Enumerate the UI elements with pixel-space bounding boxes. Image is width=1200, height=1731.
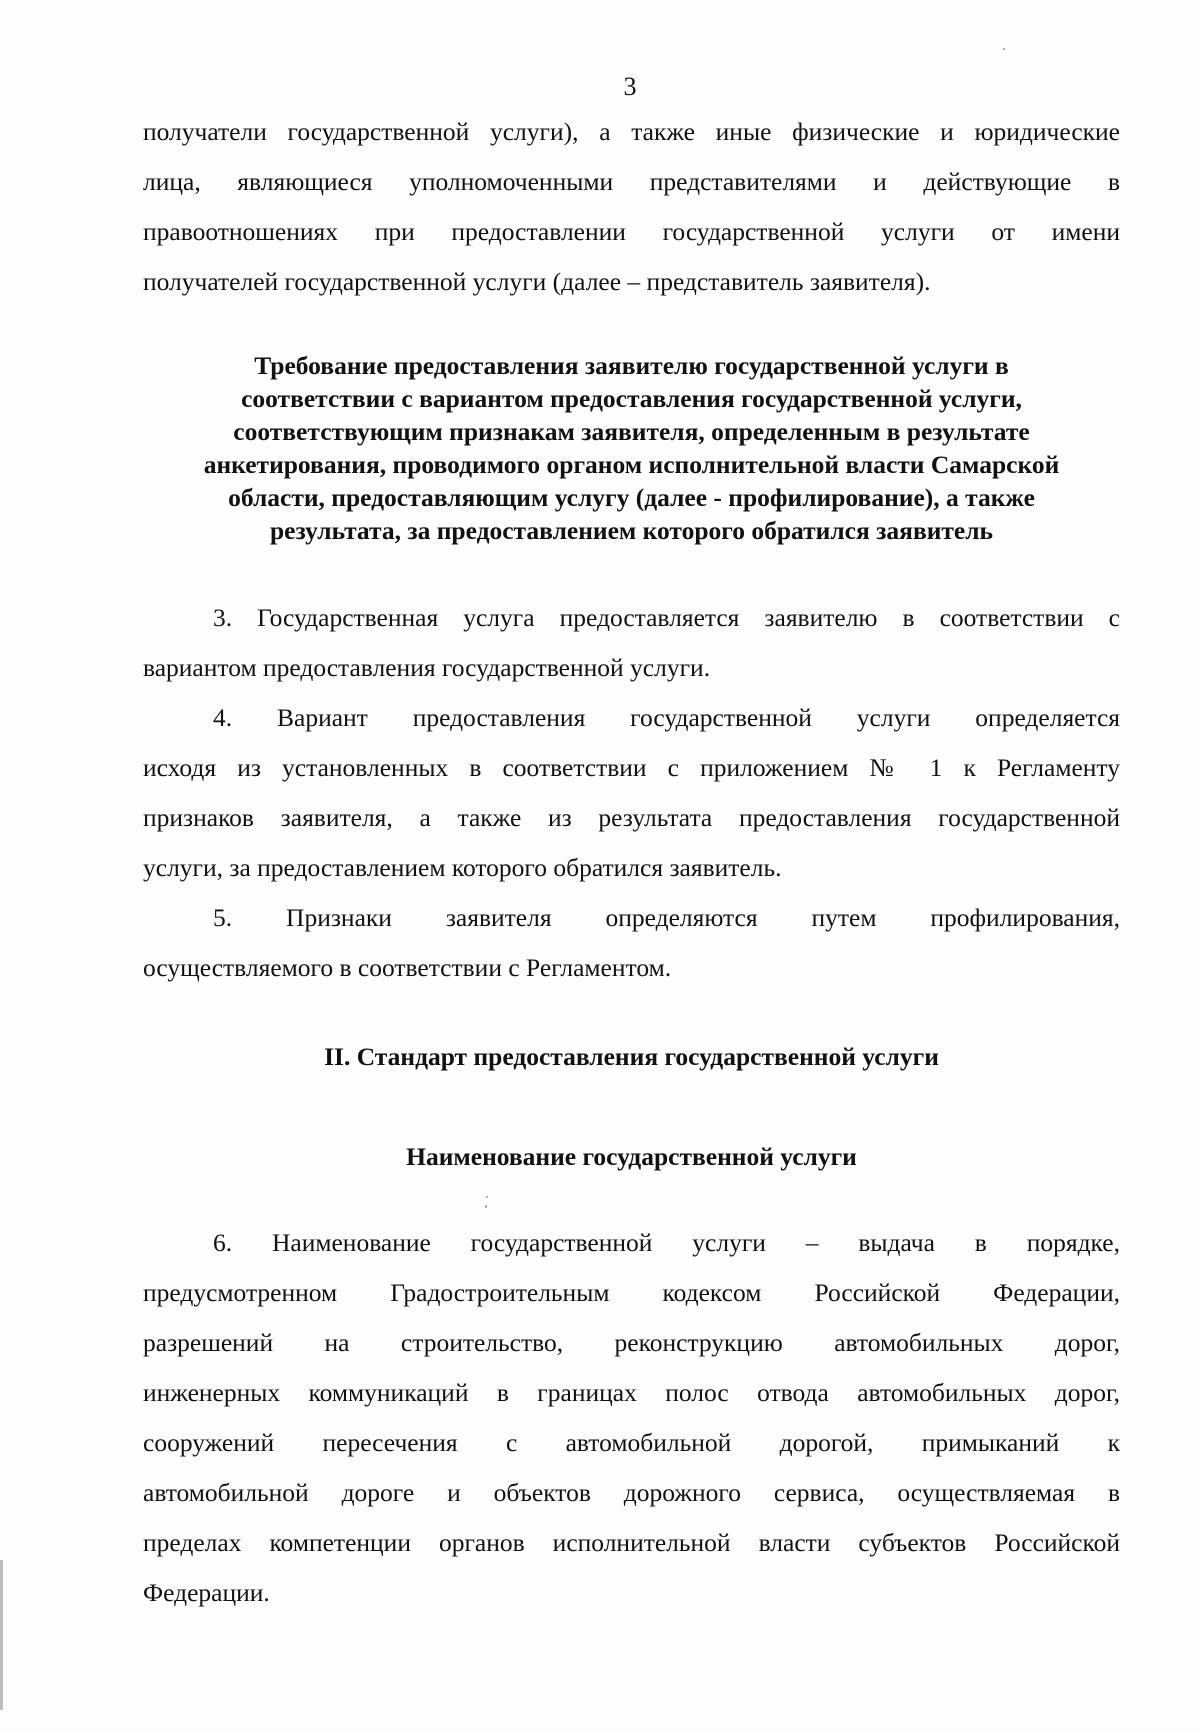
paragraph-line: разрешений на строительство, реконструкцию автомобильных дорог,	[143, 1328, 1120, 1357]
heading-line: соответствующим признакам заявителя, определенным в результате	[233, 417, 1030, 446]
scan-edge-mark	[0, 1560, 3, 1710]
heading-line: области, предоставляющим услугу (далее - профилирование), а также	[228, 483, 1035, 512]
paragraph-line: сооружений пересечения с автомобильной дорогой, примыканий к	[143, 1428, 1120, 1457]
heading-line: соответствии с вариантом предоставления государственной услуги,	[241, 384, 1022, 413]
paragraph-6	[143, 1218, 1120, 1618]
paragraph-line: 6. Наименование государственной услуги – выдача в порядке,	[213, 1228, 1120, 1257]
scan-speck	[1003, 48, 1005, 50]
heading-line: Наименование государственной услуги	[406, 1142, 857, 1171]
paragraph-line: предусмотренном Градостроительным кодексом Российской Федерации,	[143, 1278, 1120, 1307]
heading-line: II. Стандарт предоставления государственной услуги	[324, 1042, 939, 1071]
heading-line: Требование предоставления заявителю государственной услуги в	[254, 351, 1009, 380]
paragraph-line: 4. Вариант предоставления государственной услуги определяется	[213, 703, 1120, 732]
paragraph-line: 3. Государственная услуга предоставляется заявителю в соответствии с	[213, 603, 1120, 632]
paragraph-line: 5. Признаки заявителя определяются путем профилирования,	[213, 903, 1120, 932]
scan-speck	[486, 1196, 488, 1198]
intro-paragraph	[143, 107, 1120, 307]
paragraph-line: автомобильной дороге и объектов дорожного сервиса, осуществляемая в	[143, 1478, 1120, 1507]
subsection-heading	[143, 1140, 1120, 1173]
scan-speck	[485, 1205, 487, 1208]
chapter-heading	[143, 1040, 1120, 1073]
heading-line: анкетирования, проводимого органом исполнительной власти Самарской	[203, 450, 1060, 479]
paragraph-line: пределах компетенции органов исполнительной власти субъектов Российской	[143, 1528, 1120, 1557]
paragraph-5	[143, 893, 1120, 993]
paragraph-3	[143, 593, 1120, 693]
page-number: 3	[623, 72, 637, 101]
paragraph-line: получателей государственной услуги (далее – представитель заявителя).	[143, 267, 931, 296]
paragraph-line: услуги, за предоставлением которого обратился заявитель.	[143, 853, 782, 882]
heading-line: результата, за предоставлением которого обратился заявитель	[269, 516, 994, 545]
paragraph-line: инженерных коммуникаций в границах полос отвода автомобильных дорог,	[143, 1378, 1120, 1407]
paragraph-4	[143, 693, 1120, 893]
paragraph-line: вариантом предоставления государственной услуги.	[143, 653, 711, 682]
paragraph-line: осуществляемого в соответствии с Регламентом.	[143, 953, 672, 982]
paragraph-line: правоотношениях при предоставлении государственной услуги от имени	[143, 217, 1120, 246]
paragraph-line: исходя из установленных в соответствии с приложением № 1 к Регламенту	[143, 753, 1120, 782]
paragraph-line: Федерации.	[143, 1578, 270, 1607]
section-heading-requirement	[143, 349, 1120, 547]
paragraph-line: лица, являющиеся уполномоченными представителями и действующие в	[143, 167, 1120, 196]
paragraph-line: признаков заявителя, а также из результата предоставления государственной	[143, 803, 1120, 832]
paragraph-line: получатели государственной услуги), а также иные физические и юридические	[143, 117, 1120, 146]
